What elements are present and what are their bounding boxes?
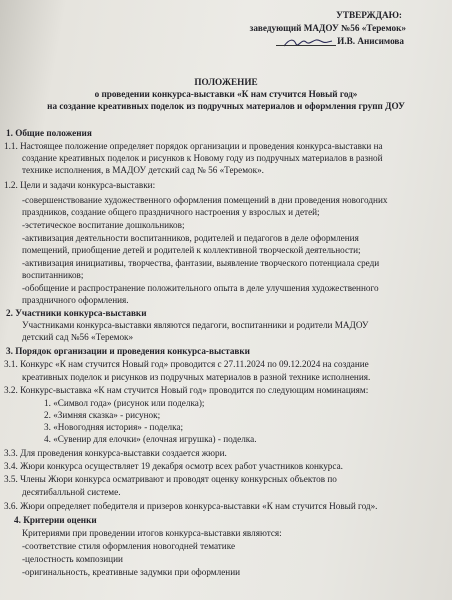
approver-position: заведующий МАДОУ №56 «Теремок» xyxy=(249,23,406,33)
list-item: воспитанников; xyxy=(22,270,84,280)
paragraph-3-4: 3.4. Жюри конкурса осуществляет 19 декабря осмотр всех работ участников конкурса. xyxy=(4,461,343,471)
approver-name: И.В. Анисимова xyxy=(337,36,404,46)
section-heading-1: 1. Общие положения xyxy=(6,128,92,138)
section-heading-2: 2. Участники конкурса-выставки xyxy=(6,308,147,318)
list-item: праздников, создание общего праздничного настроения у взрослых и детей; xyxy=(22,207,320,217)
signature-image xyxy=(282,36,334,50)
list-item: -совершенствование художественного оформления помещений в дни проведения новогодних xyxy=(22,195,388,205)
list-item: праздничного оформления. xyxy=(22,295,129,305)
approve-label: УТВЕРЖДАЮ: xyxy=(336,10,402,20)
nomination-item: 2. «Зимняя сказка» - рисунок; xyxy=(44,410,161,420)
list-item: -активизация инициативы, творчества, фантазии, выявление творческого потенциала среди xyxy=(22,258,380,268)
paragraph-3-2: 3.2. Конкурс-выставка «К нам стучится Новый год» проводится по следующим номинациям: xyxy=(4,385,369,395)
nomination-item: 3. «Новогодняя история» - поделка; xyxy=(44,422,184,432)
paragraph-line: десятибалльной системе. xyxy=(22,487,121,497)
paragraph-3-6: 3.6. Жюри определяет победителя и призеров конкурса-выставки «К нам стучится Новый год». xyxy=(4,501,378,511)
list-item: помещений, приобщение детей и родителей к коллективной творческой деятельности; xyxy=(22,245,361,255)
paragraph-line: Участниками конкурса-выставки являются педагоги, воспитанники и родители МАДОУ xyxy=(22,320,369,330)
paragraph-3-1: 3.1. Конкурс «К нам стучится Новый год» проводится с 27.11.2024 по 09.12.2024 на создание xyxy=(4,359,369,369)
paragraph-line: детский сад №56 «Теремок» xyxy=(22,332,134,342)
criterion-item: -соответствие стиля оформления новогодней тематике xyxy=(22,541,236,551)
list-item: -обобщение и распространение положительного опыта в деле улучшения художественного xyxy=(22,283,379,293)
criterion-item: -оригинальность, креативные задумки при оформлении xyxy=(22,567,241,577)
list-item: -эстетическое воспитание дошкольников; xyxy=(22,220,185,230)
document-title: ПОЛОЖЕНИЕ xyxy=(194,77,258,87)
section-heading-4: 4. Критерии оценки xyxy=(14,515,97,525)
paragraph-1-2: 1.2. Цели и задачи конкурса-выставки: xyxy=(4,180,156,190)
list-item: -активизация деятельности воспитанников, родителей и педагогов в деле оформления xyxy=(22,233,359,243)
paragraph-line: креативных поделок и рисунков из подручных материалов в разной технике исполнения. xyxy=(22,372,371,382)
document-subtitle-1: о проведении конкурса-выставки «К нам стучится Новый год» xyxy=(94,89,358,99)
document-subtitle-2: на создание креативных поделок из подручных материалов и оформления групп ДОУ xyxy=(47,101,405,111)
section-heading-3: 3. Порядок организации и проведения конкурса-выставки xyxy=(6,346,250,356)
paragraph-3-3: 3.3. Для проведения конкурса-выставки создается жюри. xyxy=(4,448,227,458)
paragraph-3-5: 3.5. Члены Жюри конкурса осматривают и проводят оценку конкурсных объектов по xyxy=(4,474,337,484)
criterion-item: -целостность композиции xyxy=(22,554,123,564)
signature-line xyxy=(276,45,336,46)
nomination-item: 1. «Символ года» (рисунок или поделка); xyxy=(44,398,205,408)
paragraph-1-1: 1.1. Настоящее положение определяет порядок организации и проведения конкурса-выставки на xyxy=(4,141,383,151)
nomination-item: 4. «Сувенир для елочки» (елочная игрушка) - поделка. xyxy=(44,434,257,444)
paragraph-line: технике исполнения, в МАДОУ детский сад № 56 «Теремок». xyxy=(22,165,264,175)
paragraph-line: создание креативных поделок и рисунков к Новому году из подручных материалов в разной xyxy=(22,153,383,163)
paragraph-line: Критериями при проведении итогов конкурса-выставки являются: xyxy=(22,528,282,538)
